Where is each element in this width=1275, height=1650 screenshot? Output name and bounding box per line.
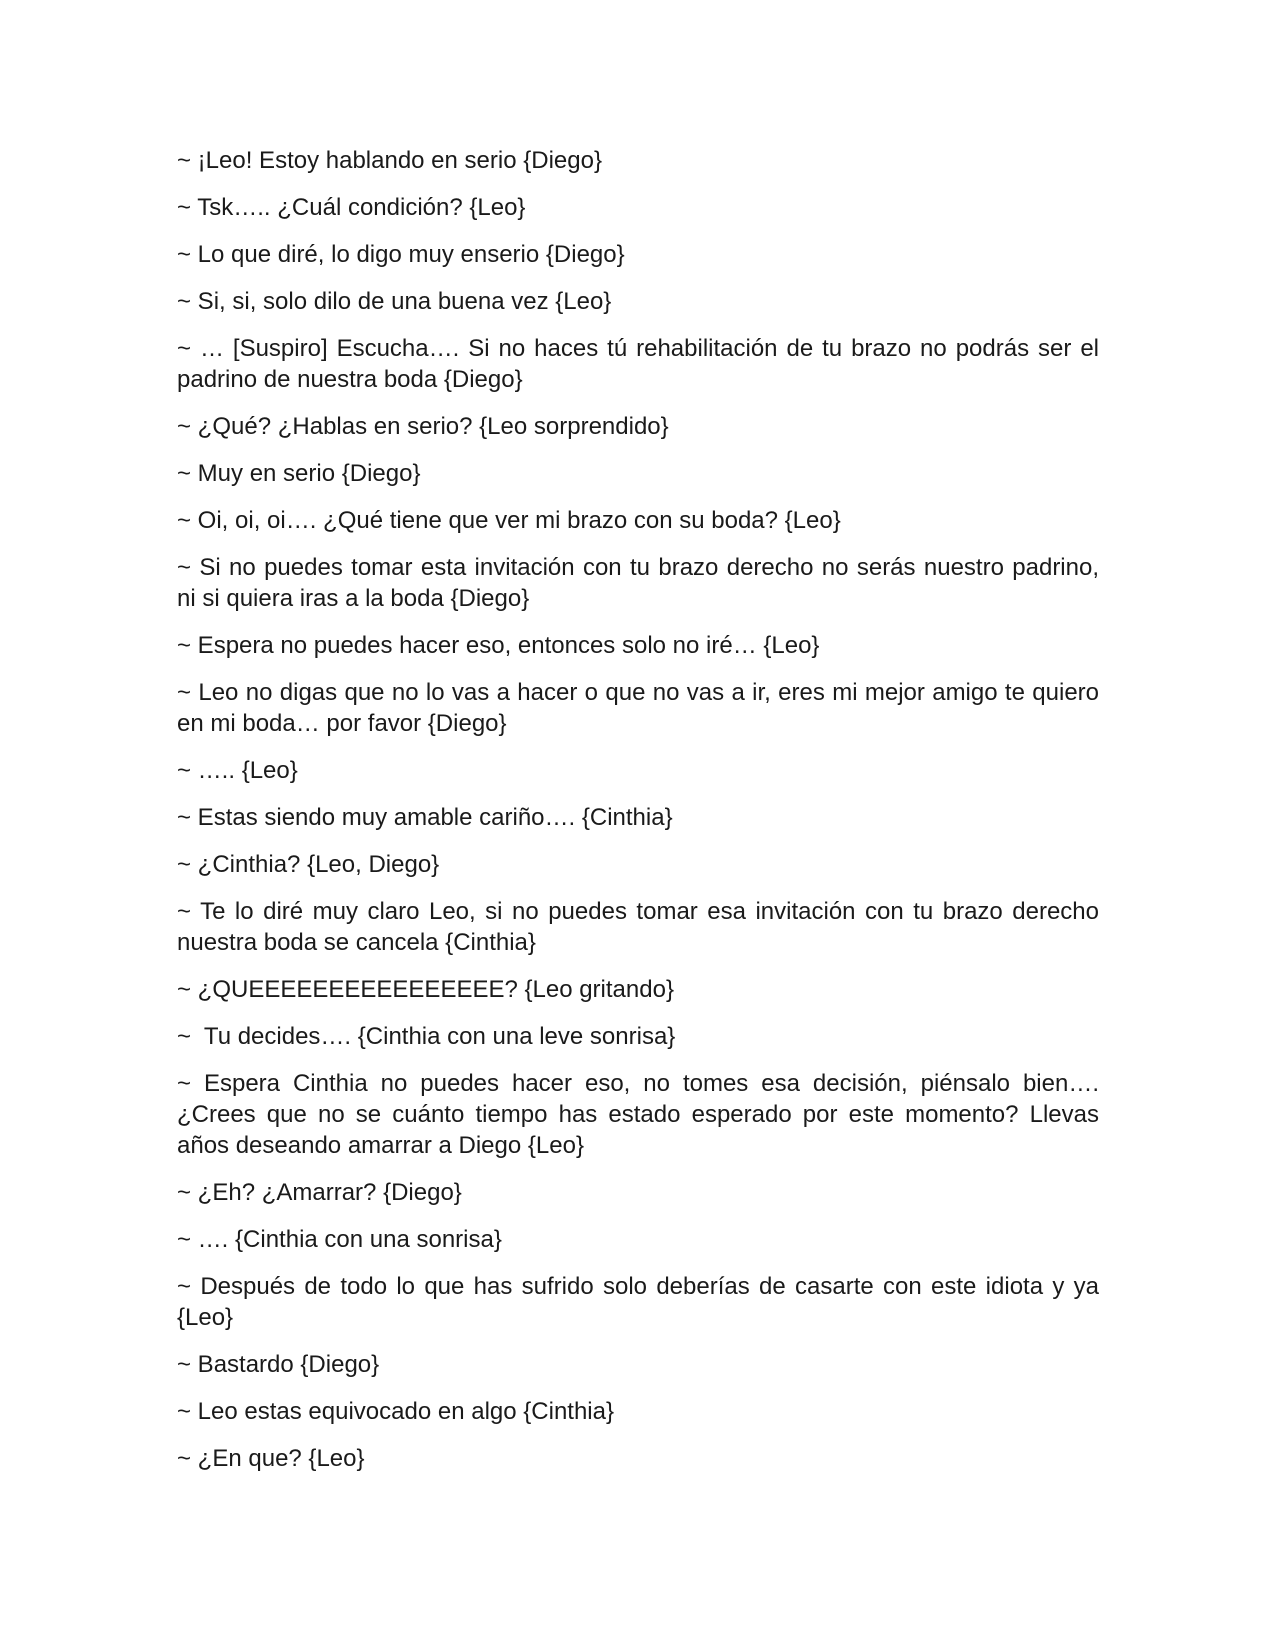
dialogue-line: ~ Te lo diré muy claro Leo, si no puedes tomar esa invitación con tu brazo derecho nuestra boda se cancela {Cinthia} xyxy=(177,898,1106,956)
dialogue-line: ~ … [Suspiro] Escucha…. Si no haces tú rehabilitación de tu brazo no podrás ser el padrino de nuestra boda {Diego} xyxy=(177,335,1106,393)
dialogue-line: ~ Muy en serio {Diego} xyxy=(177,460,421,487)
dialogue-line: ~ Tsk….. ¿Cuál condición? {Leo} xyxy=(177,194,526,221)
dialogue-line: ~ Estas siendo muy amable cariño…. {Cinthia} xyxy=(177,804,673,831)
dialogue-line: ~ Después de todo lo que has sufrido solo deberías de casarte con este idiota y ya {Leo} xyxy=(177,1273,1106,1331)
dialogue-line: ~ ….. {Leo} xyxy=(177,757,298,784)
dialogue-line: ~ Oi, oi, oi…. ¿Qué tiene que ver mi brazo con su boda? {Leo} xyxy=(177,507,841,534)
dialogue-line: ~ ¿Cinthia? {Leo, Diego} xyxy=(177,851,440,878)
dialogue-line: ~ …. {Cinthia con una sonrisa} xyxy=(177,1226,502,1253)
dialogue-line: ~ Bastardo {Diego} xyxy=(177,1351,380,1378)
dialogue-text xyxy=(177,145,1106,1490)
dialogue-line: ~ ¿QUEEEEEEEEEEEEEEEE? {Leo gritando} xyxy=(177,976,674,1003)
dialogue-line: ~ ¿En que? {Leo} xyxy=(177,1445,365,1472)
dialogue-line: ~ Lo que diré, lo digo muy enserio {Diego} xyxy=(177,241,625,268)
dialogue-line: ~ Si no puedes tomar esta invitación con tu brazo derecho no serás nuestro padrino, ni si quiera iras a la boda {Diego} xyxy=(177,554,1106,612)
dialogue-line: ~ Tu decides…. {Cinthia con una leve sonrisa} xyxy=(177,1023,676,1050)
dialogue-line: ~ Leo estas equivocado en algo {Cinthia} xyxy=(177,1398,615,1425)
dialogue-line: ~ ¿Eh? ¿Amarrar? {Diego} xyxy=(177,1179,462,1206)
dialogue-line: ~ Si, si, solo dilo de una buena vez {Leo} xyxy=(177,288,612,315)
dialogue-line: ~ Espera Cinthia no puedes hacer eso, no tomes esa decisión, piénsalo bien…. ¿Crees que no se cuánto tiempo has estado esperado por este momento? Llevas años deseando amarrar a Diego {Leo} xyxy=(177,1070,1106,1159)
dialogue-line: ~ Espera no puedes hacer eso, entonces solo no iré… {Leo} xyxy=(177,632,820,659)
dialogue-line: ~ ¡Leo! Estoy hablando en serio {Diego} xyxy=(177,147,602,174)
dialogue-line: ~ Leo no digas que no lo vas a hacer o que no vas a ir, eres mi mejor amigo te quiero en mi boda… por favor {Diego} xyxy=(177,679,1106,737)
dialogue-line: ~ ¿Qué? ¿Hablas en serio? {Leo sorprendido} xyxy=(177,413,669,440)
